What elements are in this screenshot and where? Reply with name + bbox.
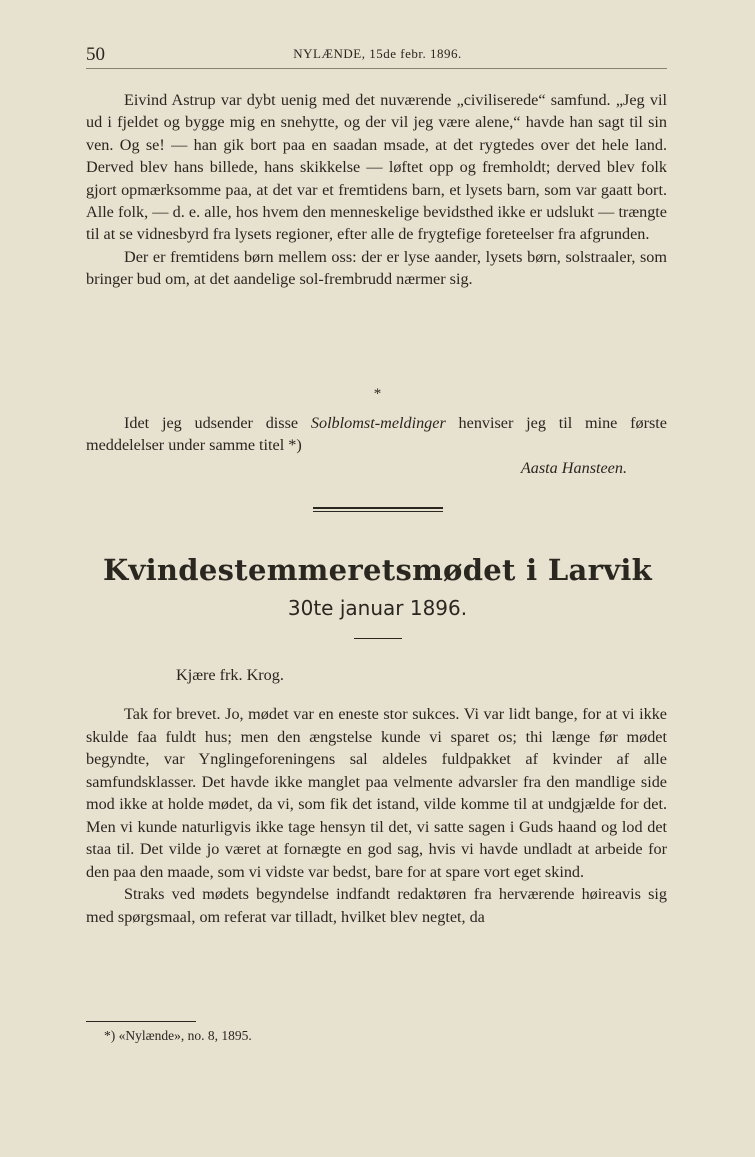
signature: Aasta Hansteen. (520, 459, 627, 477)
article-divider (313, 507, 443, 512)
footnote: *) «Nylænde», no. 8, 1895. (104, 1028, 252, 1043)
closing-text-after: henviser jeg til mine første meddelelser under samme titel *) (86, 414, 667, 455)
paragraph: Eivind Astrup var dybt uenig med det nuværende „civiliserede“ samfund. „Jeg vil ud i fjeldet og bygge mig en snehytte, og der vil jeg være alene,“ havde han sagt til sin ven. Og se! — han gik bort paa en saadan msade, at det rygtedes over det hele land. Derved blev hans billede, hans skikkelse — løftet opp og fremholdt; derved blev folk gjort opmærksomme paa, at det var et fremtidens barn, et lysets barn, som var gaatt bort. Alle folk, — d. e. alle, hos hvem den menneskelige bevidsthed ikke er udslukt — trængte til at se vidnesbyrd fra lysets regioner, efter alle de frygtefige foreteelser fra afgrunden. (86, 91, 667, 244)
title-rule (354, 638, 402, 639)
running-title: NYLÆNDE, 15de febr. 1896. (293, 46, 462, 61)
footnote-rule (86, 1021, 196, 1022)
section-separator: * (373, 386, 382, 402)
paragraph: Tak for brevet. Jo, mødet var en eneste stor sukces. Vi var lidt bange, for at vi ikke skulde faa fuldt hus; men den ængstelse kunde vi sparet os; thi længe før mødet begyndte, var Ynglingeforeningens sal aldeles fuldpakket af kvinder af alle samfundsklasser. Det havde ikke manglet paa velmente advarsler fra den mandlige side mod ikke at holde mødet, da vi, som fik det istand, vilde komme til at undgjælde for det. Men vi kunde naturligvis ikke tage hensyn til det, vi satte sagen i Guds haand og lod det staa til. Det vilde jo været at fornægte en god sag, hvis vi havde undladt at arbeide for den paa den maade, som vi vidste var bedst, bare for at spare vort eget skind. (86, 705, 667, 881)
salutation: Kjære frk. Krog. (176, 666, 284, 684)
article-larvik (86, 703, 667, 928)
closing-paragraph (86, 412, 667, 457)
article-astrup (86, 89, 667, 291)
article-date: 30te januar 1896. (287, 596, 468, 620)
header-rule (86, 68, 667, 69)
page-number: 50 (86, 44, 105, 65)
article-title: Kvindestemmeretsmødet i Larvik (102, 553, 653, 587)
paragraph: Der er fremtidens børn mellem oss: der er lyse aander, lysets børn, solstraaler, som bringer bud om, at det aandelige sol-frembrudd nærmer sig. (86, 247, 667, 289)
closing-title: Solblomst-meldinger (310, 414, 446, 432)
paragraph: Straks ved mødets begyndelse indfandt redaktøren fra herværende høireavis sig med spørgsmaal, om referat var tilladt, hvilket blev negtet, da (86, 885, 667, 926)
closing-text-before: Idet jeg udsender disse (124, 414, 311, 432)
